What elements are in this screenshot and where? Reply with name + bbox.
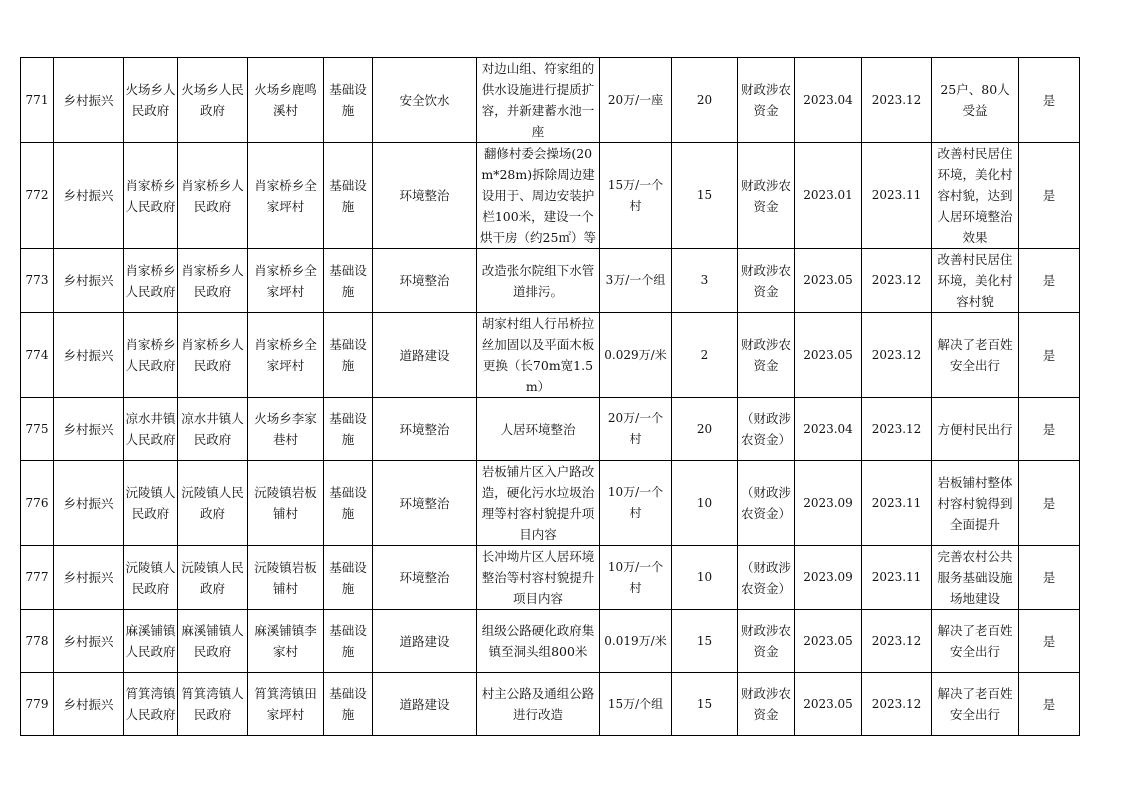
start-date-cell: 2023.09 bbox=[795, 546, 862, 610]
benefit-cell: 解决了老百姓安全出行 bbox=[932, 673, 1019, 736]
flag-cell: 是 bbox=[1019, 398, 1080, 461]
implementer-cell: 肖家桥乡人民政府 bbox=[178, 249, 248, 313]
benefit-cell: 解决了老百姓安全出行 bbox=[932, 610, 1019, 673]
location-cell: 沅陵镇岩板铺村 bbox=[248, 546, 324, 610]
implementer-cell: 火场乡人民政府 bbox=[178, 58, 248, 143]
row-number: 777 bbox=[21, 546, 54, 610]
location-cell: 火场乡李家巷村 bbox=[248, 398, 324, 461]
start-date-cell: 2023.05 bbox=[795, 610, 862, 673]
owner-cell: 麻溪铺镇人民政府 bbox=[124, 610, 178, 673]
benefit-cell: 25户、80人受益 bbox=[932, 58, 1019, 143]
location-cell: 火场乡鹿鸣溪村 bbox=[248, 58, 324, 143]
content-cell: 对边山组、符家组的供水设施进行提质扩容，并新建蓄水池一座 bbox=[477, 58, 600, 143]
owner-cell: 肖家桥乡人民政府 bbox=[124, 143, 178, 249]
table-row bbox=[21, 461, 1080, 546]
table-row bbox=[21, 546, 1080, 610]
standard-cell: 15万/一个村 bbox=[600, 143, 672, 249]
row-number: 775 bbox=[21, 398, 54, 461]
benefit-cell: 改善村民居住环境，美化村容村貌，达到人居环境整治效果 bbox=[932, 143, 1019, 249]
start-date-cell: 2023.04 bbox=[795, 398, 862, 461]
implementer-cell: 麻溪铺镇人民政府 bbox=[178, 610, 248, 673]
fund-source-cell: 财政涉农资金 bbox=[738, 58, 795, 143]
content-cell: 组级公路硬化政府集镇至洞头组800米 bbox=[477, 610, 600, 673]
start-date-cell: 2023.01 bbox=[795, 143, 862, 249]
amount-cell: 10 bbox=[672, 546, 738, 610]
category-cell: 乡村振兴 bbox=[54, 313, 124, 398]
content-cell: 改造张尔院组下水管道排污。 bbox=[477, 249, 600, 313]
subtype-cell: 环境整治 bbox=[373, 398, 477, 461]
amount-cell: 20 bbox=[672, 58, 738, 143]
owner-cell: 肖家桥乡人民政府 bbox=[124, 249, 178, 313]
project-table bbox=[20, 57, 1080, 736]
type-cell: 基础设施 bbox=[324, 546, 373, 610]
subtype-cell: 道路建设 bbox=[373, 673, 477, 736]
category-cell: 乡村振兴 bbox=[54, 398, 124, 461]
subtype-cell: 环境整治 bbox=[373, 461, 477, 546]
amount-cell: 15 bbox=[672, 610, 738, 673]
implementer-cell: 沅陵镇人民政府 bbox=[178, 546, 248, 610]
flag-cell: 是 bbox=[1019, 610, 1080, 673]
benefit-cell: 方便村民出行 bbox=[932, 398, 1019, 461]
location-cell: 筲箕湾镇田家坪村 bbox=[248, 673, 324, 736]
standard-cell: 20万/一个村 bbox=[600, 398, 672, 461]
owner-cell: 肖家桥乡人民政府 bbox=[124, 313, 178, 398]
type-cell: 基础设施 bbox=[324, 673, 373, 736]
content-cell: 翻修村委会操场(20m*28m)拆除周边建设用于、周边安装护栏100米，建设一个烘干房（约25㎡）等 bbox=[477, 143, 600, 249]
table-row bbox=[21, 143, 1080, 249]
implementer-cell: 沅陵镇人民政府 bbox=[178, 461, 248, 546]
amount-cell: 3 bbox=[672, 249, 738, 313]
subtype-cell: 安全饮水 bbox=[373, 58, 477, 143]
row-number: 774 bbox=[21, 313, 54, 398]
benefit-cell: 完善农村公共服务基础设施场地建设 bbox=[932, 546, 1019, 610]
flag-cell: 是 bbox=[1019, 249, 1080, 313]
type-cell: 基础设施 bbox=[324, 610, 373, 673]
owner-cell: 凉水井镇人民政府 bbox=[124, 398, 178, 461]
content-cell: 人居环境整治 bbox=[477, 398, 600, 461]
flag-cell: 是 bbox=[1019, 313, 1080, 398]
row-number: 773 bbox=[21, 249, 54, 313]
start-date-cell: 2023.09 bbox=[795, 461, 862, 546]
end-date-cell: 2023.11 bbox=[862, 143, 932, 249]
amount-cell: 15 bbox=[672, 143, 738, 249]
flag-cell: 是 bbox=[1019, 461, 1080, 546]
content-cell: 胡家村组人行吊桥拉丝加固以及平面木板更换（长70m宽1.5m） bbox=[477, 313, 600, 398]
content-cell: 村主公路及通组公路进行改造 bbox=[477, 673, 600, 736]
content-cell: 长冲坳片区人居环境整治等村容村貌提升项目内容 bbox=[477, 546, 600, 610]
category-cell: 乡村振兴 bbox=[54, 673, 124, 736]
end-date-cell: 2023.12 bbox=[862, 610, 932, 673]
standard-cell: 15万/个组 bbox=[600, 673, 672, 736]
row-number: 772 bbox=[21, 143, 54, 249]
subtype-cell: 道路建设 bbox=[373, 610, 477, 673]
end-date-cell: 2023.11 bbox=[862, 461, 932, 546]
owner-cell: 沅陵镇人民政府 bbox=[124, 461, 178, 546]
table-row bbox=[21, 673, 1080, 736]
subtype-cell: 环境整治 bbox=[373, 546, 477, 610]
row-number: 779 bbox=[21, 673, 54, 736]
table-row bbox=[21, 313, 1080, 398]
row-number: 778 bbox=[21, 610, 54, 673]
fund-source-cell: （财政涉农资金） bbox=[738, 546, 795, 610]
flag-cell: 是 bbox=[1019, 58, 1080, 143]
table-row bbox=[21, 610, 1080, 673]
type-cell: 基础设施 bbox=[324, 58, 373, 143]
standard-cell: 10万/一个村 bbox=[600, 546, 672, 610]
standard-cell: 0.019万/米 bbox=[600, 610, 672, 673]
content-cell: 岩板铺片区入户路改造，硬化污水垃圾治理等村容村貌提升项目内容 bbox=[477, 461, 600, 546]
category-cell: 乡村振兴 bbox=[54, 143, 124, 249]
table-row bbox=[21, 398, 1080, 461]
owner-cell: 火场乡人民政府 bbox=[124, 58, 178, 143]
category-cell: 乡村振兴 bbox=[54, 461, 124, 546]
fund-source-cell: （财政涉农资金） bbox=[738, 398, 795, 461]
implementer-cell: 凉水井镇人民政府 bbox=[178, 398, 248, 461]
location-cell: 肖家桥乡全家坪村 bbox=[248, 313, 324, 398]
standard-cell: 0.029万/米 bbox=[600, 313, 672, 398]
fund-source-cell: 财政涉农资金 bbox=[738, 249, 795, 313]
end-date-cell: 2023.12 bbox=[862, 58, 932, 143]
fund-source-cell: 财政涉农资金 bbox=[738, 610, 795, 673]
start-date-cell: 2023.04 bbox=[795, 58, 862, 143]
end-date-cell: 2023.11 bbox=[862, 546, 932, 610]
start-date-cell: 2023.05 bbox=[795, 673, 862, 736]
row-number: 776 bbox=[21, 461, 54, 546]
standard-cell: 10万/一个村 bbox=[600, 461, 672, 546]
standard-cell: 3万/一个组 bbox=[600, 249, 672, 313]
flag-cell: 是 bbox=[1019, 673, 1080, 736]
end-date-cell: 2023.12 bbox=[862, 398, 932, 461]
location-cell: 肖家桥乡全家坪村 bbox=[248, 143, 324, 249]
benefit-cell: 岩板铺村整体村容村貌得到全面提升 bbox=[932, 461, 1019, 546]
subtype-cell: 环境整治 bbox=[373, 249, 477, 313]
start-date-cell: 2023.05 bbox=[795, 313, 862, 398]
amount-cell: 2 bbox=[672, 313, 738, 398]
standard-cell: 20万/一座 bbox=[600, 58, 672, 143]
fund-source-cell: 财政涉农资金 bbox=[738, 673, 795, 736]
implementer-cell: 肖家桥乡人民政府 bbox=[178, 143, 248, 249]
category-cell: 乡村振兴 bbox=[54, 58, 124, 143]
amount-cell: 20 bbox=[672, 398, 738, 461]
flag-cell: 是 bbox=[1019, 546, 1080, 610]
end-date-cell: 2023.12 bbox=[862, 249, 932, 313]
location-cell: 麻溪铺镇李家村 bbox=[248, 610, 324, 673]
table-row bbox=[21, 249, 1080, 313]
fund-source-cell: 财政涉农资金 bbox=[738, 143, 795, 249]
subtype-cell: 环境整治 bbox=[373, 143, 477, 249]
type-cell: 基础设施 bbox=[324, 461, 373, 546]
amount-cell: 10 bbox=[672, 461, 738, 546]
subtype-cell: 道路建设 bbox=[373, 313, 477, 398]
flag-cell: 是 bbox=[1019, 143, 1080, 249]
owner-cell: 沅陵镇人民政府 bbox=[124, 546, 178, 610]
type-cell: 基础设施 bbox=[324, 313, 373, 398]
location-cell: 沅陵镇岩板铺村 bbox=[248, 461, 324, 546]
table-row bbox=[21, 58, 1080, 143]
location-cell: 肖家桥乡全家坪村 bbox=[248, 249, 324, 313]
fund-source-cell: （财政涉农资金） bbox=[738, 461, 795, 546]
type-cell: 基础设施 bbox=[324, 249, 373, 313]
implementer-cell: 肖家桥乡人民政府 bbox=[178, 313, 248, 398]
category-cell: 乡村振兴 bbox=[54, 610, 124, 673]
benefit-cell: 改善村民居住环境，美化村容村貌 bbox=[932, 249, 1019, 313]
category-cell: 乡村振兴 bbox=[54, 546, 124, 610]
category-cell: 乡村振兴 bbox=[54, 249, 124, 313]
type-cell: 基础设施 bbox=[324, 143, 373, 249]
fund-source-cell: 财政涉农资金 bbox=[738, 313, 795, 398]
project-table-sheet bbox=[20, 57, 1079, 736]
end-date-cell: 2023.12 bbox=[862, 673, 932, 736]
start-date-cell: 2023.05 bbox=[795, 249, 862, 313]
end-date-cell: 2023.12 bbox=[862, 313, 932, 398]
implementer-cell: 筲箕湾镇人民政府 bbox=[178, 673, 248, 736]
type-cell: 基础设施 bbox=[324, 398, 373, 461]
row-number: 771 bbox=[21, 58, 54, 143]
amount-cell: 15 bbox=[672, 673, 738, 736]
owner-cell: 筲箕湾镇人民政府 bbox=[124, 673, 178, 736]
benefit-cell: 解决了老百姓安全出行 bbox=[932, 313, 1019, 398]
